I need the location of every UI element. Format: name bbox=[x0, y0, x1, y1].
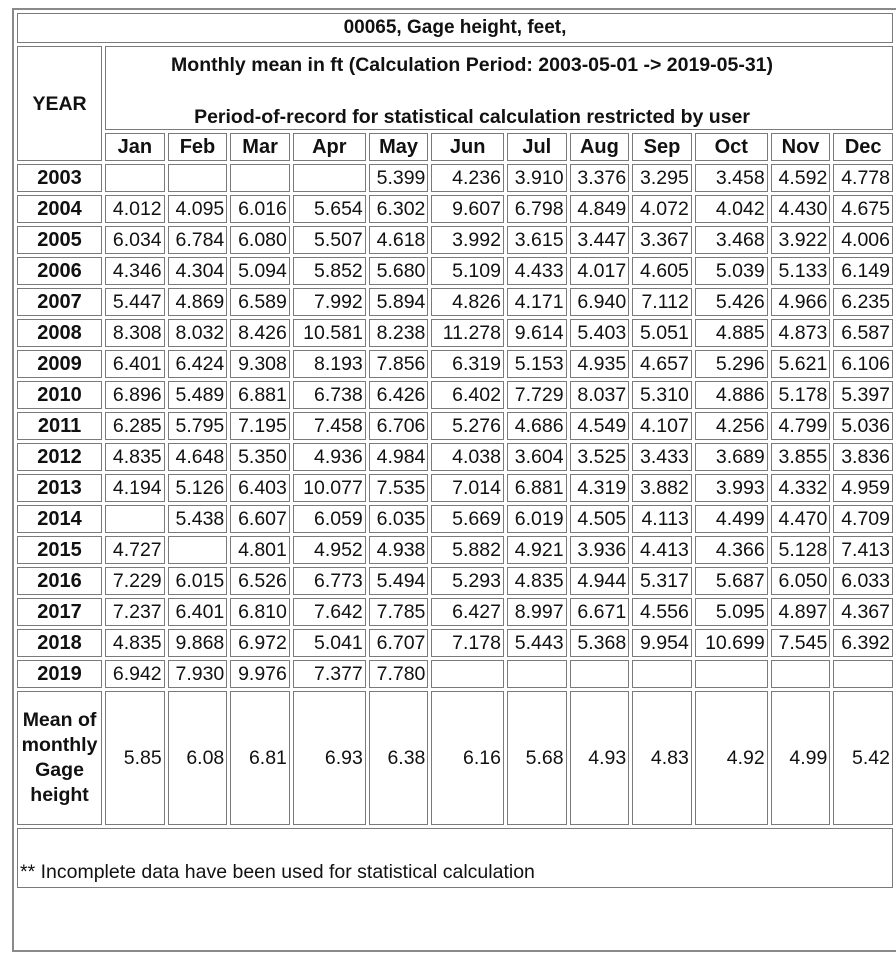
month-header-jul: Jul bbox=[507, 133, 567, 161]
value-cell: 7.237 bbox=[105, 598, 165, 626]
value-cell: 6.149 bbox=[833, 257, 893, 285]
value-cell: 10.077 bbox=[293, 474, 366, 502]
value-cell: 4.885 bbox=[695, 319, 768, 347]
value-cell: 6.235 bbox=[833, 288, 893, 316]
value-cell: 8.997 bbox=[507, 598, 567, 626]
mean-row bbox=[17, 691, 893, 825]
value-cell: 5.051 bbox=[632, 319, 692, 347]
month-header-sep: Sep bbox=[632, 133, 692, 161]
value-cell: 4.886 bbox=[695, 381, 768, 409]
value-cell: 4.605 bbox=[632, 257, 692, 285]
value-cell: 6.940 bbox=[570, 288, 630, 316]
mean-value-cell: 6.08 bbox=[168, 691, 228, 825]
value-cell: 7.229 bbox=[105, 567, 165, 595]
value-cell: 6.587 bbox=[833, 319, 893, 347]
value-cell: 7.112 bbox=[632, 288, 692, 316]
value-cell: 9.976 bbox=[230, 660, 290, 688]
value-cell: 3.936 bbox=[570, 536, 630, 564]
value-cell: 4.936 bbox=[293, 443, 366, 471]
value-cell: 4.944 bbox=[570, 567, 630, 595]
value-cell: 4.549 bbox=[570, 412, 630, 440]
footnote: ** Incomplete data have been used for statistical calculation bbox=[17, 828, 893, 888]
mean-value-cell: 5.68 bbox=[507, 691, 567, 825]
value-cell: 4.935 bbox=[570, 350, 630, 378]
value-cell: 3.447 bbox=[570, 226, 630, 254]
value-cell: 3.922 bbox=[771, 226, 831, 254]
value-cell: 6.706 bbox=[369, 412, 429, 440]
value-cell: 5.109 bbox=[431, 257, 504, 285]
value-cell: 4.873 bbox=[771, 319, 831, 347]
value-cell: 7.729 bbox=[507, 381, 567, 409]
value-cell: 9.308 bbox=[230, 350, 290, 378]
value-cell: 6.050 bbox=[771, 567, 831, 595]
mean-value-cell: 6.16 bbox=[431, 691, 504, 825]
table-row bbox=[17, 629, 893, 657]
value-cell: 7.930 bbox=[168, 660, 228, 688]
table-row bbox=[17, 536, 893, 564]
value-cell: 3.992 bbox=[431, 226, 504, 254]
value-cell: 4.499 bbox=[695, 505, 768, 533]
value-cell: 4.171 bbox=[507, 288, 567, 316]
table-row bbox=[17, 319, 893, 347]
value-cell: 4.835 bbox=[507, 567, 567, 595]
value-cell: 9.954 bbox=[632, 629, 692, 657]
value-cell: 6.881 bbox=[230, 381, 290, 409]
value-cell bbox=[632, 660, 692, 688]
mean-value-cell: 4.83 bbox=[632, 691, 692, 825]
value-cell bbox=[695, 660, 768, 688]
table-row bbox=[17, 474, 893, 502]
table-row bbox=[17, 257, 893, 285]
value-cell: 3.855 bbox=[771, 443, 831, 471]
value-cell: 7.992 bbox=[293, 288, 366, 316]
value-cell: 4.012 bbox=[105, 195, 165, 223]
value-cell: 5.153 bbox=[507, 350, 567, 378]
year-cell: 2007 bbox=[17, 288, 102, 316]
value-cell: 4.433 bbox=[507, 257, 567, 285]
value-cell: 7.413 bbox=[833, 536, 893, 564]
value-cell: 4.006 bbox=[833, 226, 893, 254]
value-cell: 4.709 bbox=[833, 505, 893, 533]
value-cell: 5.041 bbox=[293, 629, 366, 657]
value-cell: 7.780 bbox=[369, 660, 429, 688]
value-cell: 9.868 bbox=[168, 629, 228, 657]
value-cell: 7.856 bbox=[369, 350, 429, 378]
table-row bbox=[17, 226, 893, 254]
value-cell bbox=[230, 164, 290, 192]
table-row bbox=[17, 350, 893, 378]
value-cell: 4.835 bbox=[105, 629, 165, 657]
value-cell: 4.319 bbox=[570, 474, 630, 502]
value-cell bbox=[507, 660, 567, 688]
value-cell: 4.849 bbox=[570, 195, 630, 223]
month-header-row bbox=[17, 133, 893, 161]
mean-value-cell: 4.92 bbox=[695, 691, 768, 825]
value-cell: 4.038 bbox=[431, 443, 504, 471]
value-cell: 7.195 bbox=[230, 412, 290, 440]
year-cell: 2019 bbox=[17, 660, 102, 688]
value-cell bbox=[431, 660, 504, 688]
value-cell: 4.952 bbox=[293, 536, 366, 564]
value-cell: 4.835 bbox=[105, 443, 165, 471]
value-cell: 7.785 bbox=[369, 598, 429, 626]
value-cell: 5.293 bbox=[431, 567, 504, 595]
value-cell: 4.194 bbox=[105, 474, 165, 502]
year-cell: 2008 bbox=[17, 319, 102, 347]
value-cell: 3.836 bbox=[833, 443, 893, 471]
value-cell bbox=[771, 660, 831, 688]
month-header-dec: Dec bbox=[833, 133, 893, 161]
table-row bbox=[17, 288, 893, 316]
value-cell: 6.033 bbox=[833, 567, 893, 595]
year-cell: 2014 bbox=[17, 505, 102, 533]
month-header-jan: Jan bbox=[105, 133, 165, 161]
year-cell: 2011 bbox=[17, 412, 102, 440]
value-cell: 6.707 bbox=[369, 629, 429, 657]
value-cell: 9.607 bbox=[431, 195, 504, 223]
value-cell: 5.494 bbox=[369, 567, 429, 595]
mean-value-cell: 6.93 bbox=[293, 691, 366, 825]
header-block bbox=[105, 46, 893, 130]
value-cell: 6.403 bbox=[230, 474, 290, 502]
value-cell: 4.801 bbox=[230, 536, 290, 564]
value-cell: 8.308 bbox=[105, 319, 165, 347]
value-cell: 6.426 bbox=[369, 381, 429, 409]
value-cell: 6.285 bbox=[105, 412, 165, 440]
value-cell bbox=[570, 660, 630, 688]
value-cell: 3.295 bbox=[632, 164, 692, 192]
value-cell: 5.403 bbox=[570, 319, 630, 347]
mean-label: Mean of monthly Gage height bbox=[17, 691, 102, 825]
value-cell: 3.615 bbox=[507, 226, 567, 254]
value-cell: 6.798 bbox=[507, 195, 567, 223]
value-cell: 6.401 bbox=[105, 350, 165, 378]
value-cell: 6.972 bbox=[230, 629, 290, 657]
year-cell: 2003 bbox=[17, 164, 102, 192]
value-cell: 4.657 bbox=[632, 350, 692, 378]
value-cell: 4.966 bbox=[771, 288, 831, 316]
value-cell: 5.795 bbox=[168, 412, 228, 440]
value-cell: 4.367 bbox=[833, 598, 893, 626]
year-cell: 2016 bbox=[17, 567, 102, 595]
month-header-may: May bbox=[369, 133, 429, 161]
month-header-aug: Aug bbox=[570, 133, 630, 161]
value-cell: 8.193 bbox=[293, 350, 366, 378]
value-cell: 3.689 bbox=[695, 443, 768, 471]
table-title: 00065, Gage height, feet, bbox=[17, 13, 893, 43]
value-cell: 5.852 bbox=[293, 257, 366, 285]
month-header-mar: Mar bbox=[230, 133, 290, 161]
mean-value-cell: 5.85 bbox=[105, 691, 165, 825]
value-cell: 4.921 bbox=[507, 536, 567, 564]
value-cell: 7.535 bbox=[369, 474, 429, 502]
value-cell bbox=[168, 536, 228, 564]
value-cell: 6.942 bbox=[105, 660, 165, 688]
value-cell: 5.447 bbox=[105, 288, 165, 316]
value-cell: 8.032 bbox=[168, 319, 228, 347]
value-cell: 4.618 bbox=[369, 226, 429, 254]
value-cell: 3.376 bbox=[570, 164, 630, 192]
value-cell: 5.882 bbox=[431, 536, 504, 564]
restriction-note: Period-of-record for statistical calculation restricted by user bbox=[194, 106, 750, 128]
value-cell: 3.433 bbox=[632, 443, 692, 471]
value-cell: 3.468 bbox=[695, 226, 768, 254]
value-cell: 5.296 bbox=[695, 350, 768, 378]
value-cell: 5.039 bbox=[695, 257, 768, 285]
year-header: YEAR bbox=[17, 46, 102, 161]
value-cell: 4.938 bbox=[369, 536, 429, 564]
year-cell: 2005 bbox=[17, 226, 102, 254]
table-row bbox=[17, 381, 893, 409]
value-cell: 4.799 bbox=[771, 412, 831, 440]
value-cell: 5.310 bbox=[632, 381, 692, 409]
footnote-row bbox=[17, 828, 893, 888]
value-cell: 4.042 bbox=[695, 195, 768, 223]
value-cell: 8.426 bbox=[230, 319, 290, 347]
value-cell: 5.669 bbox=[431, 505, 504, 533]
value-cell: 5.350 bbox=[230, 443, 290, 471]
year-cell: 2004 bbox=[17, 195, 102, 223]
value-cell: 7.377 bbox=[293, 660, 366, 688]
value-cell: 6.302 bbox=[369, 195, 429, 223]
value-cell: 10.581 bbox=[293, 319, 366, 347]
value-cell: 4.556 bbox=[632, 598, 692, 626]
table-row bbox=[17, 598, 893, 626]
table-row bbox=[17, 164, 893, 192]
value-cell: 6.671 bbox=[570, 598, 630, 626]
value-cell: 6.896 bbox=[105, 381, 165, 409]
value-cell: 6.019 bbox=[507, 505, 567, 533]
year-cell: 2010 bbox=[17, 381, 102, 409]
value-cell: 7.642 bbox=[293, 598, 366, 626]
value-cell: 4.470 bbox=[771, 505, 831, 533]
value-cell: 5.317 bbox=[632, 567, 692, 595]
value-cell: 4.304 bbox=[168, 257, 228, 285]
table-row bbox=[17, 505, 893, 533]
value-cell: 9.614 bbox=[507, 319, 567, 347]
month-header-nov: Nov bbox=[771, 133, 831, 161]
value-cell: 4.430 bbox=[771, 195, 831, 223]
table-row bbox=[17, 195, 893, 223]
value-cell: 4.959 bbox=[833, 474, 893, 502]
value-cell: 6.080 bbox=[230, 226, 290, 254]
table-row bbox=[17, 412, 893, 440]
value-cell: 4.778 bbox=[833, 164, 893, 192]
value-cell: 6.016 bbox=[230, 195, 290, 223]
value-cell: 11.278 bbox=[431, 319, 504, 347]
value-cell: 6.784 bbox=[168, 226, 228, 254]
value-cell: 4.505 bbox=[570, 505, 630, 533]
value-cell: 6.810 bbox=[230, 598, 290, 626]
value-cell: 3.604 bbox=[507, 443, 567, 471]
value-cell: 6.059 bbox=[293, 505, 366, 533]
value-cell: 5.680 bbox=[369, 257, 429, 285]
value-cell: 4.366 bbox=[695, 536, 768, 564]
value-cell: 5.036 bbox=[833, 412, 893, 440]
value-cell: 3.458 bbox=[695, 164, 768, 192]
value-cell: 6.738 bbox=[293, 381, 366, 409]
value-cell: 5.397 bbox=[833, 381, 893, 409]
mean-value-cell: 6.38 bbox=[369, 691, 429, 825]
mean-value-cell: 4.93 bbox=[570, 691, 630, 825]
value-cell: 4.072 bbox=[632, 195, 692, 223]
mean-value-cell: 6.81 bbox=[230, 691, 290, 825]
table-row bbox=[17, 567, 893, 595]
value-cell: 5.621 bbox=[771, 350, 831, 378]
year-cell: 2009 bbox=[17, 350, 102, 378]
value-cell: 5.126 bbox=[168, 474, 228, 502]
value-cell: 7.178 bbox=[431, 629, 504, 657]
value-cell: 6.319 bbox=[431, 350, 504, 378]
value-cell: 5.368 bbox=[570, 629, 630, 657]
year-cell: 2012 bbox=[17, 443, 102, 471]
value-cell: 4.727 bbox=[105, 536, 165, 564]
value-cell: 4.648 bbox=[168, 443, 228, 471]
value-cell: 4.256 bbox=[695, 412, 768, 440]
value-cell: 4.675 bbox=[833, 195, 893, 223]
value-cell: 4.413 bbox=[632, 536, 692, 564]
mean-value-cell: 4.99 bbox=[771, 691, 831, 825]
value-cell: 6.034 bbox=[105, 226, 165, 254]
value-cell: 6.401 bbox=[168, 598, 228, 626]
value-cell: 4.592 bbox=[771, 164, 831, 192]
value-cell: 5.443 bbox=[507, 629, 567, 657]
table-body bbox=[17, 164, 893, 888]
value-cell: 5.276 bbox=[431, 412, 504, 440]
value-cell bbox=[833, 660, 893, 688]
value-cell: 7.545 bbox=[771, 629, 831, 657]
value-cell: 4.113 bbox=[632, 505, 692, 533]
mean-value-cell: 5.42 bbox=[833, 691, 893, 825]
value-cell: 5.489 bbox=[168, 381, 228, 409]
value-cell bbox=[293, 164, 366, 192]
value-cell: 3.525 bbox=[570, 443, 630, 471]
value-cell: 5.507 bbox=[293, 226, 366, 254]
value-cell: 7.458 bbox=[293, 412, 366, 440]
value-cell bbox=[105, 164, 165, 192]
value-cell: 7.014 bbox=[431, 474, 504, 502]
month-header-apr: Apr bbox=[293, 133, 366, 161]
value-cell: 5.426 bbox=[695, 288, 768, 316]
value-cell: 5.438 bbox=[168, 505, 228, 533]
value-cell: 6.402 bbox=[431, 381, 504, 409]
value-cell: 6.106 bbox=[833, 350, 893, 378]
value-cell: 6.424 bbox=[168, 350, 228, 378]
table-row bbox=[17, 443, 893, 471]
value-cell: 3.367 bbox=[632, 226, 692, 254]
month-header-oct: Oct bbox=[695, 133, 768, 161]
value-cell: 6.015 bbox=[168, 567, 228, 595]
year-cell: 2018 bbox=[17, 629, 102, 657]
value-cell: 6.773 bbox=[293, 567, 366, 595]
year-cell: 2006 bbox=[17, 257, 102, 285]
month-header-feb: Feb bbox=[168, 133, 228, 161]
value-cell: 5.894 bbox=[369, 288, 429, 316]
value-cell: 6.881 bbox=[507, 474, 567, 502]
monthly-stats-table bbox=[14, 10, 896, 891]
value-cell: 4.869 bbox=[168, 288, 228, 316]
value-cell: 6.392 bbox=[833, 629, 893, 657]
value-cell: 4.107 bbox=[632, 412, 692, 440]
value-cell: 5.094 bbox=[230, 257, 290, 285]
value-cell: 4.346 bbox=[105, 257, 165, 285]
table-row bbox=[17, 660, 893, 688]
value-cell: 5.687 bbox=[695, 567, 768, 595]
calculation-period: Monthly mean in ft (Calculation Period: 2003-05-01 -> 2019-05-31) bbox=[171, 54, 774, 76]
year-cell: 2013 bbox=[17, 474, 102, 502]
value-cell: 4.095 bbox=[168, 195, 228, 223]
value-cell: 5.178 bbox=[771, 381, 831, 409]
year-cell: 2017 bbox=[17, 598, 102, 626]
value-cell: 6.427 bbox=[431, 598, 504, 626]
value-cell: 4.332 bbox=[771, 474, 831, 502]
year-cell: 2015 bbox=[17, 536, 102, 564]
value-cell: 3.993 bbox=[695, 474, 768, 502]
month-header-jun: Jun bbox=[431, 133, 504, 161]
value-cell: 5.133 bbox=[771, 257, 831, 285]
value-cell: 6.526 bbox=[230, 567, 290, 595]
value-cell: 4.017 bbox=[570, 257, 630, 285]
value-cell: 8.238 bbox=[369, 319, 429, 347]
value-cell: 3.910 bbox=[507, 164, 567, 192]
value-cell: 3.882 bbox=[632, 474, 692, 502]
value-cell: 8.037 bbox=[570, 381, 630, 409]
value-cell: 5.654 bbox=[293, 195, 366, 223]
value-cell: 6.589 bbox=[230, 288, 290, 316]
value-cell bbox=[168, 164, 228, 192]
value-cell: 5.095 bbox=[695, 598, 768, 626]
value-cell: 6.607 bbox=[230, 505, 290, 533]
value-cell: 5.128 bbox=[771, 536, 831, 564]
value-cell: 5.399 bbox=[369, 164, 429, 192]
value-cell bbox=[105, 505, 165, 533]
value-cell: 4.826 bbox=[431, 288, 504, 316]
value-cell: 4.984 bbox=[369, 443, 429, 471]
value-cell: 4.897 bbox=[771, 598, 831, 626]
value-cell: 4.686 bbox=[507, 412, 567, 440]
value-cell: 4.236 bbox=[431, 164, 504, 192]
value-cell: 10.699 bbox=[695, 629, 768, 657]
value-cell: 6.035 bbox=[369, 505, 429, 533]
